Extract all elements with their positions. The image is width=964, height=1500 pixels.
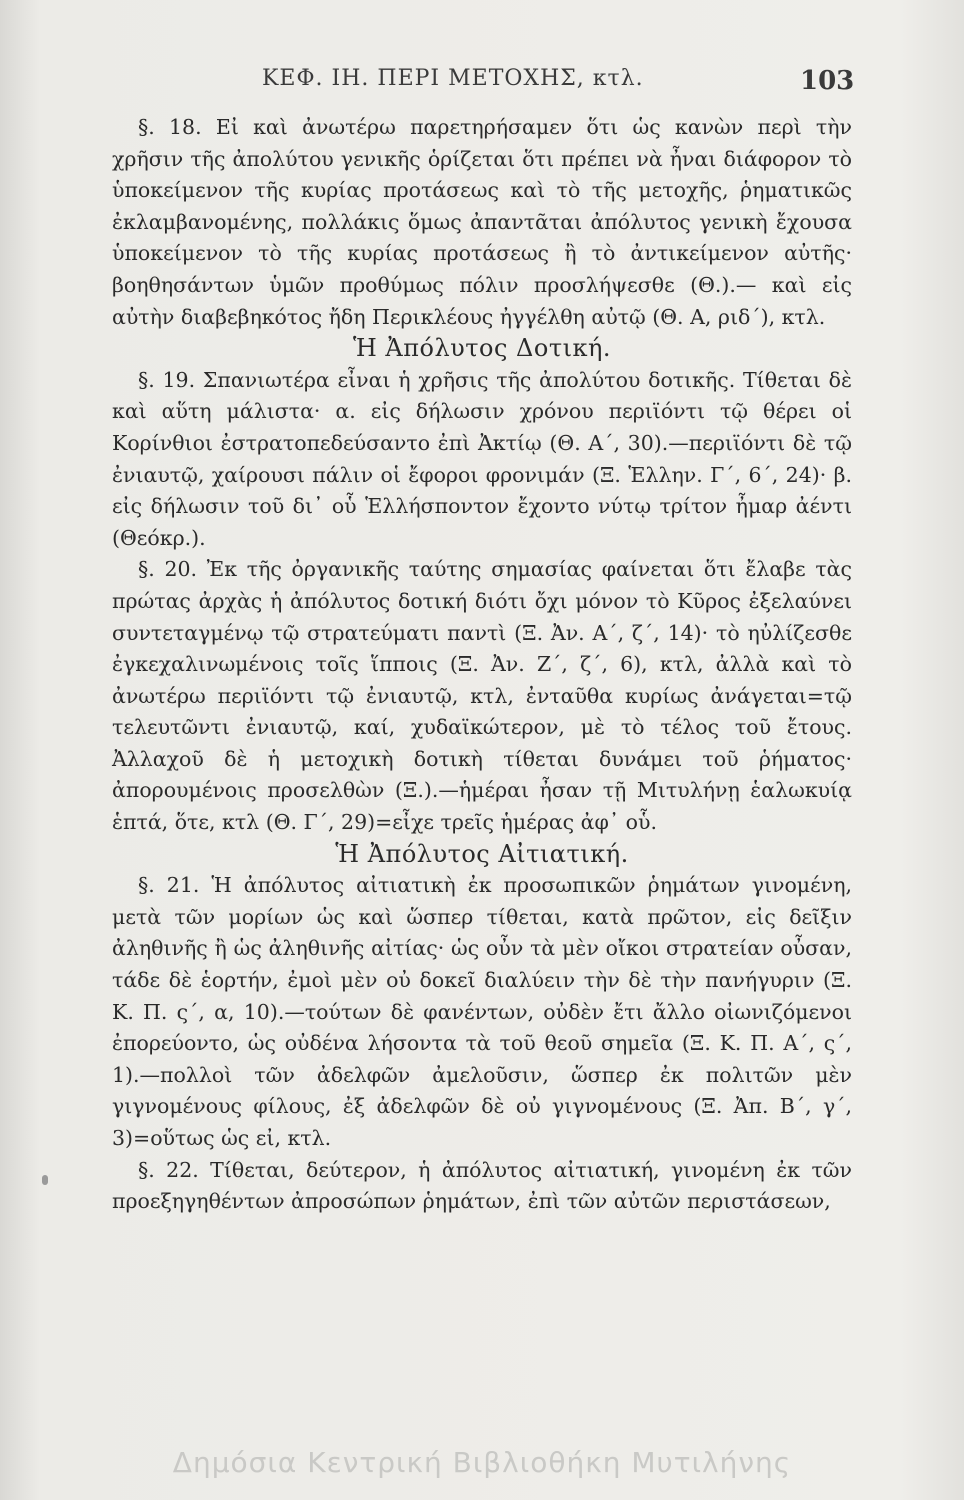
body-text: [112, 112, 852, 1218]
margin-ink-mark: [42, 1175, 48, 1185]
library-watermark: Δημόσια Κεντρική Βιβλιοθήκη Μυτιλήνης: [172, 1446, 792, 1479]
paragraph-18: §. 18. Εἰ καὶ ἀνωτέρω παρετηρήσαμεν ὅτι ὡς κανὼν περὶ τὴν χρῆσιν τῆς ἀπολύτου γενικῆς ὁρίζεται ὅτι πρέπει νὰ ἦναι διάφορον τὸ ὑποκείμενον τῆς κυρίας προτάσεως καὶ τὸ τῆς μετοχῆς, ῥηματικῶς ἐκλαμβανομένης, πολλάκις ὅμως ἀπαντᾶται ἀπόλυτος γενικὴ ἔχουσα ὑποκείμενον τὸ τῆς κυρίας προτάσεως ἢ τὸ ἀντικείμενον αὐτῆς· βοηθησάντων ὑμῶν προθύμως πόλιν προσλήψεσθε (Θ.).— καὶ εἰς αὐτὴν διαβεβηκότος ἤδη Περικλέους ἠγγέλθη αὐτῷ (Θ. Α, ριδ´), κτλ.: [112, 115, 852, 329]
page-number: 103: [800, 66, 855, 96]
section-heading-dative: Ἡ Ἀπόλυτος Δοτική.: [352, 334, 612, 363]
running-head: ΚΕΦ. ΙΗ. ΠΕΡΙ ΜΕΤΟΧΗΣ, κτλ.: [262, 66, 644, 91]
paragraph-20: §. 20. Ἐκ τῆς ὀργανικῆς ταύτης σημασίας φαίνεται ὅτι ἔλαβε τὰς πρώτας ἀρχὰς ἡ ἀπόλυτος δοτική διότι ὄχι μόνον τὸ Κῦρος ἐξελαύνει συντεταγμένῳ τῷ στρατεύματι παντὶ (Ξ. Ἀν. Α´, ζ´, 14)· τὸ ηὐλίζεσθε ἐγκεχαλινωμένοις τοῖς ἵπποις (Ξ. Ἀν. Ζ´, ζ´, 6), κτλ, ἀλλὰ καὶ τὸ ἀνωτέρω περιϊόντι τῷ ἐνιαυτῷ, κτλ, ἐνταῦθα κυρίως ἀνάγεται=τῷ τελευτῶντι ἐνιαυτῷ, καί, χυδαϊκώτερον, μὲ τὸ τέλος τοῦ ἔτους. Ἀλλαχοῦ δὲ ἡ μετοχικὴ δοτικὴ τίθεται δυνάμει τοῦ ῥήματος· ἀπορουμένοις προσελθὼν (Ξ.).—ἡμέραι ἦσαν τῇ Μιτυλήνῃ ἑαλωκυίᾳ ἑπτά, ὅτε, κτλ (Θ. Γ´, 29)=εἶχε τρεῖς ἡμέρας ἀφ᾽ οὗ.: [112, 557, 852, 835]
paragraph-22: §. 22. Τίθεται, δεύτερον, ἡ ἀπόλυτος αἰτιατική, γινομένη ἐκ τῶν προεξηγηθέντων ἀπροσώπων ῥημάτων, ἐπὶ τῶν αὐτῶν περιστάσεων,: [112, 1157, 852, 1214]
paragraph-19: §. 19. Σπανιωτέρα εἶναι ἡ χρῆσις τῆς ἀπολύτου δοτικῆς. Τίθεται δὲ καὶ αὕτη μάλιστα· α. εἰς δήλωσιν χρόνου περιϊόντι τῷ θέρει οἱ Κορίνθιοι ἐστρατοπεδεύσαντο ἐπὶ Ἀκτίῳ (Θ. Α´, 30).—περιϊόντι δὲ τῷ ἐνιαυτῷ, χαίρουσι πάλιν οἱ ἔφοροι φρονιμάν (Ξ. Ἑλλην. Γ´, 6´, 24)· β. εἰς δήλωσιν τοῦ δι᾽ οὗ Ἑλλήσποντον ἔχοντο νύτῳ τρίτον ἦμαρ ἀέντι (Θεόκρ.).: [112, 367, 852, 550]
section-heading-accusative: Ἡ Ἀπόλυτος Αἰτιατική.: [335, 839, 629, 868]
paragraph-21: §. 21. Ἡ ἀπόλυτος αἰτιατικὴ ἐκ προσωπικῶν ῥημάτων γινομένη, μετὰ τῶν μορίων ὡς καὶ ὥσπερ τίθεται, κατὰ πρῶτον, εἰς δεῖξιν ἀληθινῆς ἢ ὡς ἀληθινῆς αἰτίας· ὡς οὖν τὰ μὲν οἴκοι στρατείαν οὖσαν, τάδε δὲ ἑορτήν, ἐμοὶ μὲν οὐ δοκεῖ διαλύειν τὴν δὲ τὴν πανήγυριν (Ξ. Κ. Π. ς´, α, 10).—τούτων δὲ φανέντων, οὐδὲν ἔτι ἄλλο οἰωνιζόμενοι ἐπορεύοντο, ὡς οὐδένα λήσοντα τὰ τοῦ θεοῦ σημεῖα (Ξ. Κ. Π. Α´, ς´, 1).—πολλοὶ τῶν ἀδελφῶν ἀμελοῦσιν, ὥσπερ ἐκ πολιτῶν μὲν γιγνομένους φίλους, ἐξ ἀδελφῶν δὲ οὐ γιγνομένους (Ξ. Ἀπ. Β´, γ´, 3)=οὕτως ὡς εἰ, κτλ.: [112, 873, 852, 1150]
page-header: [0, 66, 964, 102]
